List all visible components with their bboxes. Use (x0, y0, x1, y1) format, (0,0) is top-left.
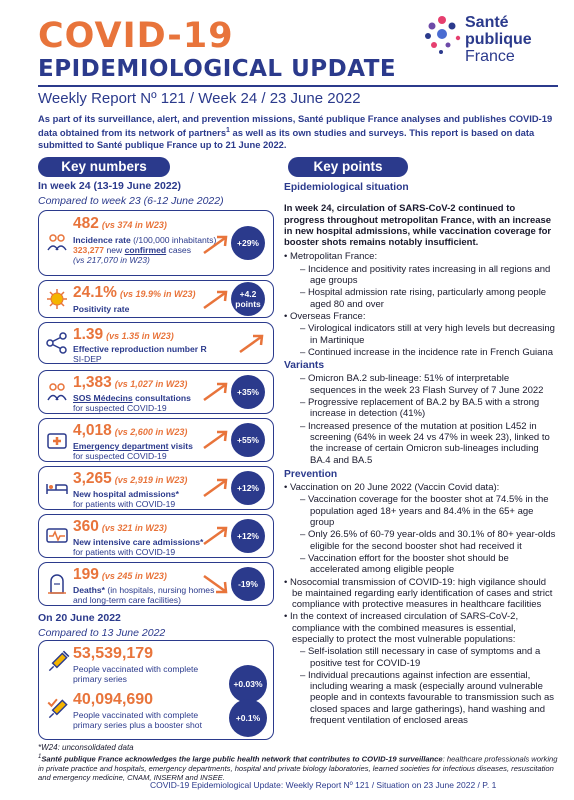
syringe-icon (45, 649, 71, 675)
vacc-booster-change-badge: +0.1% (229, 699, 267, 737)
vacc-compared-label: Compared to 13 June 2022 (38, 627, 166, 639)
variants-heading: Variants (284, 360, 325, 372)
key-points-column (284, 182, 556, 727)
hospital-bed-icon (45, 476, 69, 500)
vaccination-bullet: • Vaccination on 20 June 2022 (Vaccin Covid data): (284, 482, 500, 494)
virus-icon (45, 287, 69, 311)
sos-change-badge: +35% (231, 375, 265, 409)
list-item: – Vaccination coverage for the booster shot at 74.5% in the population aged 18+ years and 84.4% in the 65+ age group (300, 494, 549, 529)
list-item: – Virological indicators still at very high levels but decreasing in Martinique (300, 323, 555, 346)
prevention-heading: Prevention (284, 468, 338, 480)
header-rule (38, 85, 558, 87)
trend-up-icon (237, 332, 267, 356)
nosocomial-bullet: • Nosocomial transmission of COVID-19: high vigilance should be maintained regarding early identification of cases and strict compliance with protective measures in healthcare facilities (284, 576, 553, 611)
reproduction-card: 1.39 (vs 1.35 in W23) Effective reproduction number R SI-DEP (38, 322, 274, 364)
key-points-heading: Key points (288, 157, 408, 177)
sos-medecins-card: 1,383 (vs 1,027 in W23) SOS Médecins consultations for suspected COVID-19 +35% (38, 370, 274, 414)
network-icon (45, 331, 69, 355)
list-item: – Vaccination effort for the booster shot should be accelerated among eligible people (300, 552, 509, 576)
week-label: In week 24 (13-19 June 2022) (38, 180, 181, 192)
deaths-card: 199 (vs 245 in W23) Deaths* (in hospitals, nursing homes and long-term care facilities) -19% (38, 562, 274, 606)
hospital-change-badge: +12% (231, 471, 265, 505)
deaths-change-badge: -19% (231, 567, 265, 601)
trend-down-icon (201, 572, 231, 596)
list-item: – Only 26.5% of 60-79 year-olds and 30.1% of 80+ year-olds eligible for the second booster shot had received it (300, 529, 556, 552)
vaccine-check-icon (45, 696, 71, 722)
incidence-change-badge: +29% (231, 226, 265, 260)
list-item: – Increased presence of the mutation at position L452 in screening (64% in week 24 vs 47% in week 23), linked to the increase of certain Omicron sub-lineages including BA.4 and BA.5 (300, 420, 550, 466)
report-issue-line: Weekly Report Nº 121 / Week 24 / 23 June 2022 (38, 90, 361, 107)
list-item: – Hospital admission rate rising, particularly among people aged 80 and over (300, 287, 547, 310)
tombstone-icon (45, 572, 69, 596)
page-footer: COVID-19 Epidemiological Update: Weekly Report Nº 121 / Situation on 23 June 2022 / P. 1 (150, 780, 497, 790)
logo-dots-icon (420, 14, 464, 58)
vacc-primary-change-badge: +0.03% (229, 665, 267, 703)
list-item: – Progressive replacement of BA.2 by BA.5 with a strong increase in detection (41%) (300, 397, 540, 420)
metro-bullet: • Metropolitan France: (284, 251, 378, 263)
emergency-icon (45, 428, 69, 452)
positivity-card: 24.1% (vs 19.9% in W23) Positivity rate +4.2 points (38, 280, 274, 318)
trend-up-icon (201, 233, 231, 257)
context-bullet: • In the context of increased circulation of SARS-CoV-2, compliance with the combined measures is essential, especially to protect the most vulnerable populations: (284, 611, 519, 645)
trend-up-icon (201, 476, 231, 500)
trend-up-icon (201, 288, 231, 312)
compared-label: Compared to week 23 (6-12 June 2022) (38, 195, 224, 207)
logo-line1: Santé (465, 14, 509, 31)
positivity-change-badge: +4.2 points (231, 282, 265, 316)
incidence-card: 482 (vs 374 in W23) Incidence rate (/100,000 inhabitants) 323,277 new confirmed cases (vs 217,070 in W23) +29% (38, 210, 274, 276)
logo-line2: publique (465, 31, 532, 48)
intro-paragraph: As part of its surveillance, alert, and prevention missions, Santé publique France analyses and publishes COVID-19 data obtained from its network of partners$^1$ as well as its own studies and surveys. This report is based on data submitted to Santé publique France up to 21 June 2022. (38, 113, 553, 151)
vaccination-card: 53,539,179 People vaccinated with complete primary series +0.03% 40,094,690 People vaccinated with complete primary series plus a booster shot +0.1% (38, 640, 274, 740)
list-item: – Continued increase in the incidence rate in French Guiana (300, 346, 553, 358)
icu-monitor-icon (45, 524, 69, 548)
intensive-care-card: 360 (vs 321 in W23) New intensive care admissions* for patients with COVID-19 +12% (38, 514, 274, 558)
epi-lead: In week 24, circulation of SARS-CoV-2 continued to progress throughout metropolitan France, with an increase in new hospital admissions, while vaccination coverage for booster shots remains notably insufficient. (284, 203, 552, 249)
list-item: – Individual precautions against infection are essential, including wearing a mask (especially around vulnerable people and in contexts favourable to transmission such as closed spaces and large gatherings), hand washing and frequent ventilation of enclosed areas (300, 669, 554, 727)
footnote-unconsolidated: *W24: unconsolidated data (38, 743, 134, 752)
trend-up-icon (201, 380, 231, 404)
emergency-change-badge: +55% (231, 423, 265, 457)
epi-heading: Epidemiological situation (284, 182, 409, 193)
trend-up-icon (201, 524, 231, 548)
emergency-card: 4,018 (vs 2,600 in W23) Emergency department visits for suspected COVID-19 +55% (38, 418, 274, 462)
doctors-icon (45, 380, 69, 404)
list-item: – Self-isolation still necessary in case of symptoms and a positive test for COVID-19 (300, 646, 541, 669)
list-item: – Omicron BA.2 sub-lineage: 51% of interpretable sequences in the week 23 Flash Survey of 7 June 2022 (300, 373, 544, 396)
report-subtitle-title: EPIDEMIOLOGICAL UPDATE (38, 56, 397, 82)
overseas-bullet: • Overseas France: (284, 310, 366, 322)
logo-line3: France (465, 48, 515, 65)
vacc-date-label: On 20 June 2022 (38, 612, 121, 624)
vacc-primary-value: 53,539,179 (73, 645, 154, 662)
trend-up-icon (201, 428, 231, 452)
sante-publique-france-logo (420, 12, 560, 72)
people-icon (45, 231, 69, 255)
report-title: COVID-19 (38, 16, 234, 56)
footnote-acknowledgement: $^1$Santé publique France acknowledges the large public health network that contributes to COVID-19 surveillance: healthcare professionals working in private practice and hospitals, emergency departments, hospital and private biology laboratories, learned societies for infectious diseases, resuscitation and emergency medicine, CNAM, INSERM and INSEE. (38, 754, 558, 782)
vacc-booster-value: 40,094,690 (73, 691, 154, 708)
icu-change-badge: +12% (231, 519, 265, 553)
hospital-admissions-card: 3,265 (vs 2,919 in W23) New hospital admissions* for patients with COVID-19 +12% (38, 466, 274, 510)
key-numbers-heading: Key numbers (38, 157, 170, 177)
list-item: – Incidence and positivity rates increasing in all regions and age groups (300, 263, 551, 287)
